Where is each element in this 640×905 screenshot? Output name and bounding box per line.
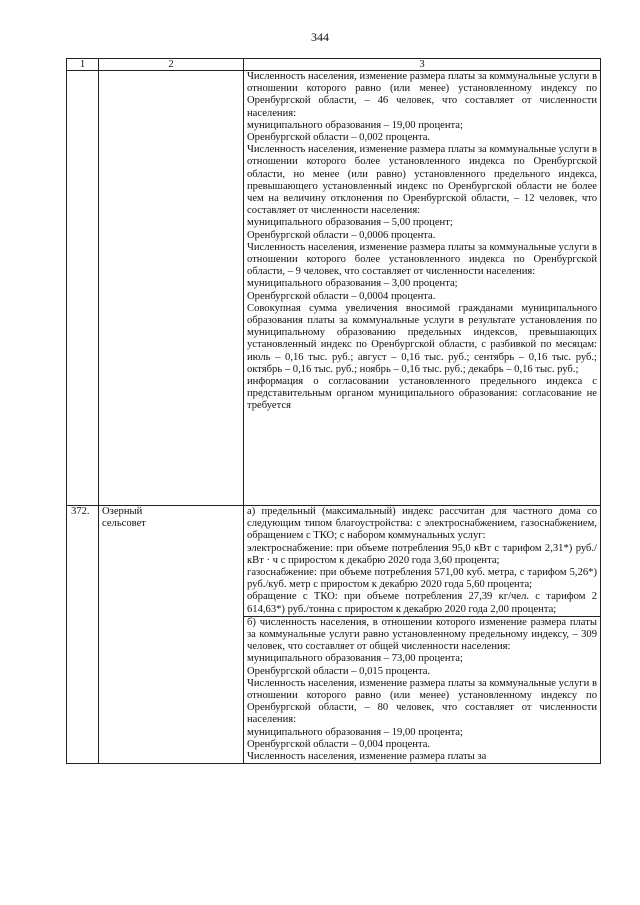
paragraph: обращение с ТКО: при объеме потребления 27,39 кг/чел. с тарифом 2 614,63*) руб./тонна с приростом к декабрю 2020 года 2,00 процента;	[247, 591, 597, 615]
municipal-index-table	[66, 58, 601, 764]
paragraph: Численность населения, изменение размера платы за коммунальные услуги в отношении которого более установленного индекса по Оренбургской области, – 9 человек, что составляет от численности населения:	[247, 241, 597, 278]
paragraph: Численность населения, изменение размера платы за	[247, 751, 487, 763]
table-row-continued	[67, 71, 601, 506]
paragraph: муниципального образования – 19,00 процента;	[247, 726, 463, 738]
paragraph: б) численность населения, в отношении которого изменение размера платы за коммунальные услуги равно установленному предельному индексу, – 309 человек, что составляет от общей численности населения:	[247, 616, 597, 653]
paragraph: Оренбургской области – 0,002 процента.	[247, 132, 431, 144]
row-number-cell	[67, 71, 99, 506]
paragraph: муниципального образования – 19,00 процента;	[247, 119, 463, 131]
paragraph: Численность населения, изменение размера платы за коммунальные услуги в отношении которого равно (или менее) установленному индексу по Оренбургской области, – 46 человек, что составляет от численности населения:	[247, 71, 597, 119]
column-header-1: 1	[67, 59, 99, 71]
paragraph: муниципального образования – 3,00 процента;	[247, 278, 458, 290]
paragraph: Оренбургской области – 0,015 процента.	[247, 665, 431, 677]
paragraph: Оренбургской области – 0,0006 процента.	[247, 229, 436, 241]
paragraph: Численность населения, изменение размера платы за коммунальные услуги в отношении которого равно (или менее) установленному индексу по Оренбургской области, – 80 человек, что составляет от численности населения:	[247, 677, 597, 726]
details-cell-part-a	[244, 506, 601, 617]
table-header-row	[67, 59, 601, 71]
paragraph: Оренбургской области – 0,0004 процента.	[247, 290, 436, 302]
column-header-2: 2	[99, 59, 244, 71]
page-number: 344	[311, 30, 329, 44]
paragraph: муниципального образования – 73,00 процента;	[247, 653, 463, 665]
paragraph: информация о согласовании установленного предельного индекса с представительным органом муниципального образования: согласование не требуется	[247, 376, 597, 412]
municipality-cell	[99, 71, 244, 506]
municipality-cell	[99, 506, 244, 764]
paragraph: а) предельный (максимальный) индекс рассчитан для частного дома со следующим типом благоустройства: с электроснабжением, газоснабжением, обращением с ТКО; с набором коммунальных услуг:	[247, 506, 597, 542]
row-number-cell: 372.	[67, 506, 99, 764]
details-cell-part-b	[244, 616, 601, 763]
paragraph: Оренбургской области – 0,004 процента.	[247, 738, 431, 750]
paragraph: муниципального образования – 5,00 процент;	[247, 217, 453, 229]
paragraph: Численность населения, изменение размера платы за коммунальные услуги в отношении которого более установленного индекса по Оренбургской области, но менее (или равно) установленного предельного индекса, превышающего установленный индекс по Оренбургской области не более чем на величину отклонения по Оренбургской области, – 12 человек, что составляет от численности населения:	[247, 144, 597, 217]
paragraph: Совокупная сумма увеличения вносимой гражданами муниципального образования платы за коммунальные услуги в результате установления по муниципальному образованию предельных индексов, превышающих установленный индекс по Оренбургской области, с разбивкой по месяцам: июль – 0,16 тыс. руб.; август – 0,16 тыс. руб.; сентябрь – 0,16 тыс. руб.; октябрь – 0,16 тыс. руб.; ноябрь – 0,16 тыс. руб.; декабрь – 0,16 тыс. руб.;	[247, 302, 597, 375]
municipality-name-line1: Озерный	[102, 506, 143, 517]
paragraph: газоснабжение: при объеме потребления 571,00 куб. метра, с тарифом 5,26*) руб./куб. метр с приростом к декабрю 2020 года 5,60 процента;	[247, 567, 597, 591]
paragraph: электроснабжение: при объеме потребления 95,0 кВт с тарифом 2,31*) руб./кВт · ч с приростом к декабрю 2020 года 3,60 процента;	[247, 542, 597, 566]
details-cell	[244, 71, 601, 506]
municipality-name-line2: сельсовет	[102, 518, 146, 530]
table-row-372-a	[67, 506, 601, 617]
column-header-3: 3	[244, 59, 601, 71]
